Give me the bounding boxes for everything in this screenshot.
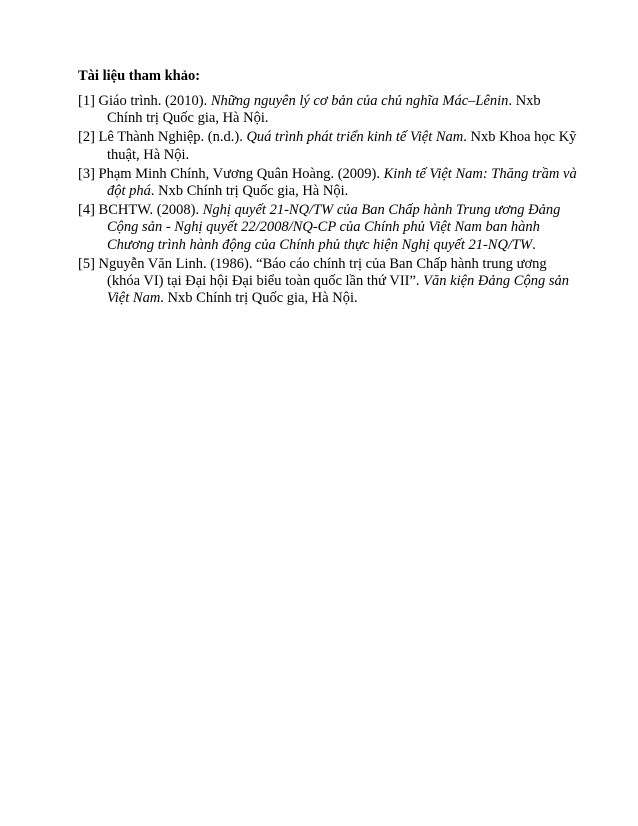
reference-item-1	[78, 93, 578, 127]
reference-prefix: [4] BCHTW. (2008).	[78, 202, 203, 219]
reference-title: Những nguyên lý cơ bản của chủ nghĩa Mác–Lênin	[210, 93, 509, 109]
reference-prefix: [3] Phạm Minh Chính, Vương Quân Hoàng. (2009).	[78, 165, 384, 182]
reference-title: Quá trình phát triển kinh tế Việt Nam	[246, 129, 464, 146]
reference-suffix: . Nxb Khoa học Kỹ thuật, Hà Nội.	[107, 129, 577, 163]
reference-item-5	[78, 256, 578, 308]
reference-suffix: . Nxb Chính trị Quốc gia, Hà Nội.	[150, 183, 349, 200]
reference-suffix: . Nxb Chính trị Quốc gia, Hà Nội.	[160, 290, 358, 307]
reference-prefix: [1] Giáo trình. (2010).	[78, 93, 211, 109]
reference-item-3	[78, 166, 578, 200]
reference-list	[78, 93, 578, 307]
reference-prefix: [5] Nguyễn Văn Linh. (1986). “Báo cáo chính trị của Ban Chấp hành trung ương (khóa VI) tại Đại hội Đại biểu toàn quốc lần thứ VII”.	[78, 255, 547, 290]
reference-title: Văn kiện Đảng Cộng sản Việt Nam	[107, 273, 569, 307]
reference-item-4	[78, 202, 578, 254]
reference-suffix: .	[532, 236, 536, 253]
references-heading: Tài liệu tham khảo:	[78, 68, 201, 84]
references-section	[78, 66, 578, 309]
reference-title: Kinh tế Việt Nam: Thăng trầm và đột phá	[107, 165, 577, 200]
reference-item-2	[78, 129, 578, 163]
reference-prefix: [2] Lê Thành Nghiệp. (n.d.).	[78, 129, 247, 146]
reference-title: Nghị quyết 21-NQ/TW của Ban Chấp hành Trung ương Đảng Cộng sản - Nghị quyết 22/2008/NQ-CP của Chính phủ Việt Nam ban hành Chương trình hành động của Chính phủ thực hiện Nghị quyết 21-NQ/TW	[107, 202, 561, 253]
reference-suffix: . Nxb Chính trị Quốc gia, Hà Nội.	[107, 93, 541, 127]
